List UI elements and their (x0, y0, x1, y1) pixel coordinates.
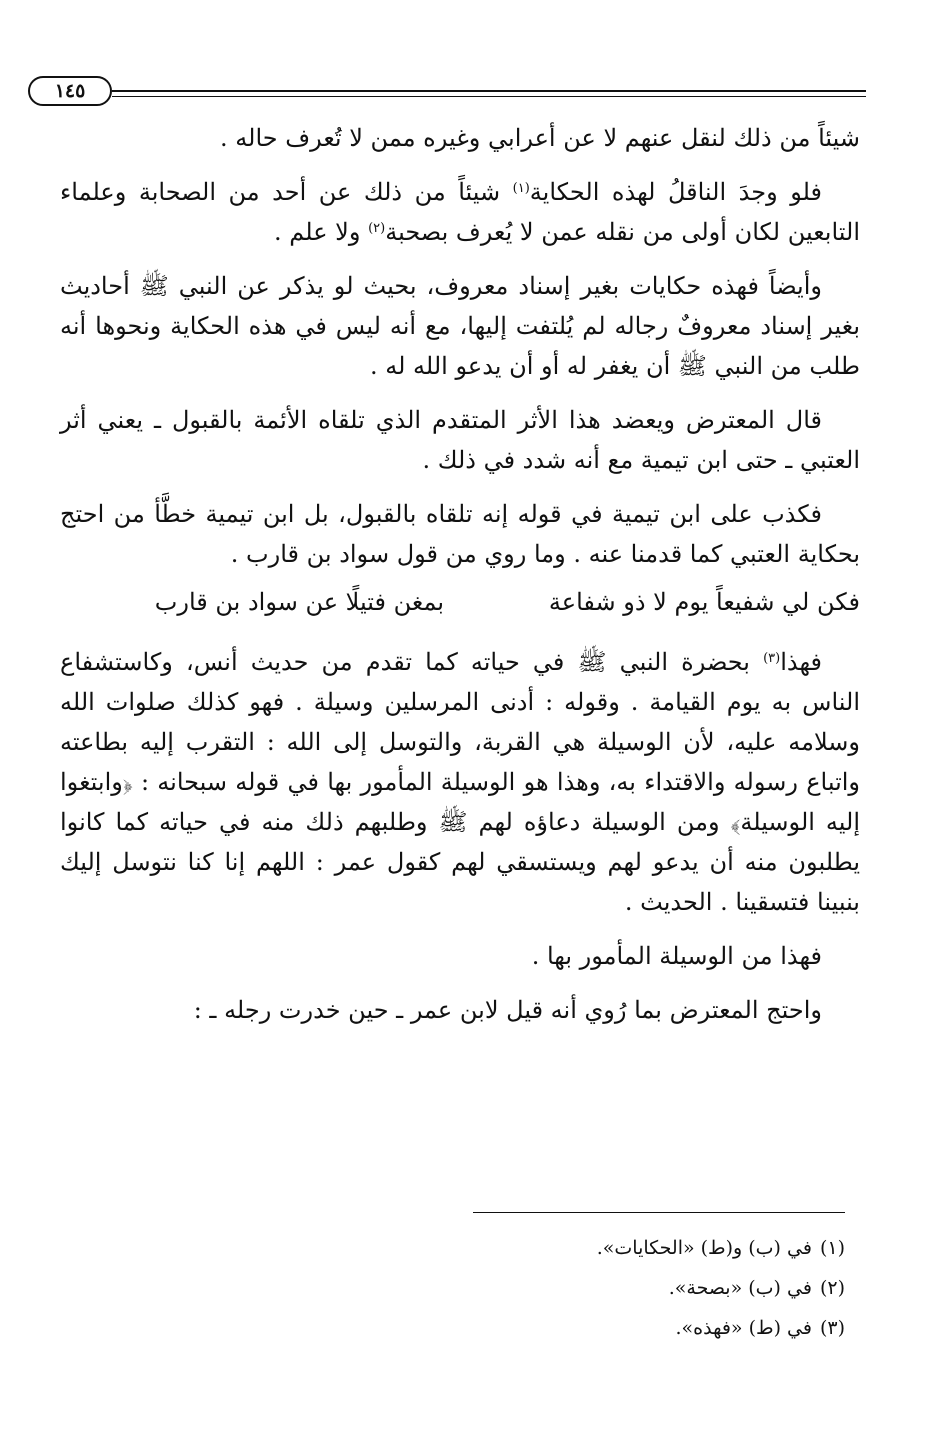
header-rule-thin (112, 96, 866, 97)
paragraph-2-text-c: ولا علم . (274, 218, 369, 246)
footnotes (345, 1232, 845, 1352)
footnote-2 (345, 1272, 845, 1304)
page-number: ١٤٥ (28, 76, 112, 106)
paragraph-1: شيئاً من ذلك لنقل عنهم لا عن أعرابي وغيره ممن لا تُعرف حاله . (220, 124, 860, 152)
footnote-ref-2: (٢) (368, 221, 386, 236)
footnote-2-text: في (ب) «بصحة». (668, 1277, 812, 1299)
paragraph-4: قال المعترض ويعضد هذا الأثر المتقدم الذي تلقاه الأئمة بالقبول ـ يعني أثر العتبي ـ حتى ابن تيمية مع أنه شدد في ذلك . (60, 406, 860, 474)
paragraph-6-text-b: بحضرة النبي ﷺ في حياته كما تقدم من حديث أنس، وكاستشفاع الناس به يوم القيامة . وقوله : أدنى المرسلين وسيلة . فهو كذلك صلوات الله وسلامه عليه، لأن الوسيلة هي القربة، والتوسل إلى الله : التقرب إليه بطاعته واتباع رسوله والاقتداء به، وهذا هو الوسيلة المأمور بها في قوله سبحانه : ﴿وابتغوا إليه الوسيلة﴾ ومن الوسيلة دعاؤه لهم ﷺ وطلبهم ذلك منه في حياته كما كانوا يطلبون منه أن يدعو لهم ويستسقي لهم كقول عمر : اللهم إنا كنا نتوسل إليك بنبينا فتسقينا . الحديث . (60, 648, 861, 916)
paragraph-2 (60, 172, 860, 252)
paragraph-8: واحتج المعترض بما رُوي أنه قيل لابن عمر ـ حين خدرت رجله ـ : (193, 996, 822, 1024)
footnote-ref-1: (١) (512, 181, 530, 196)
footnote-separator (473, 1212, 845, 1213)
paragraph-2-text-b: شيئاً من ذلك عن أحد من الصحابة وعلماء التابعين لكان أولى من نقله عمن لا يُعرف بصحبة (60, 178, 860, 246)
page-header (28, 76, 866, 108)
poem-verse (60, 582, 860, 622)
page-body (60, 118, 860, 1044)
header-rule (112, 90, 866, 92)
footnote-3 (345, 1312, 845, 1344)
footnote-1 (345, 1232, 845, 1264)
poem-hemistich-right: فكن لي شفيعاً يوم لا ذو شفاعة (548, 588, 860, 616)
footnote-1-text: في (ب) و(ط) «الحكايات». (596, 1237, 812, 1259)
paragraph-2-text-a: فلو وجدَ الناقلُ لهذه الحكاية (529, 178, 823, 206)
paragraph-6 (60, 642, 860, 922)
paragraph-5: فكذب على ابن تيمية في قوله إنه تلقاه بالقبول، بل ابن تيمية خطَّأ من احتج بحكاية العتبي كما قدمنا عنه . وما روي من قول سواد بن قارب . (60, 500, 860, 568)
footnote-3-text: في (ط) «فهذه». (675, 1317, 812, 1339)
footnote-2-number: (٢) (819, 1277, 845, 1299)
footnote-ref-3: (٣) (763, 651, 781, 666)
paragraph-3: وأيضاً فهذه حكايات بغير إسناد معروف، بحيث لو يذكر عن النبي ﷺ أحاديث بغير إسناد معروفٌ رجاله لم يُلتفت إليها، مع أنه ليس في هذه الحكاية ونحوها أنه طلب من النبي ﷺ أن يغفر له أو أن يدعو الله له . (60, 272, 860, 380)
footnote-1-number: (١) (819, 1237, 845, 1259)
paragraph-6-text-a: فهذا (780, 648, 823, 676)
poem-hemistich-left: بمغن فتيلًا عن سواد بن قارب (154, 588, 444, 616)
paragraph-7: فهذا من الوسيلة المأمور بها . (531, 942, 822, 970)
footnote-3-number: (٣) (819, 1317, 845, 1339)
